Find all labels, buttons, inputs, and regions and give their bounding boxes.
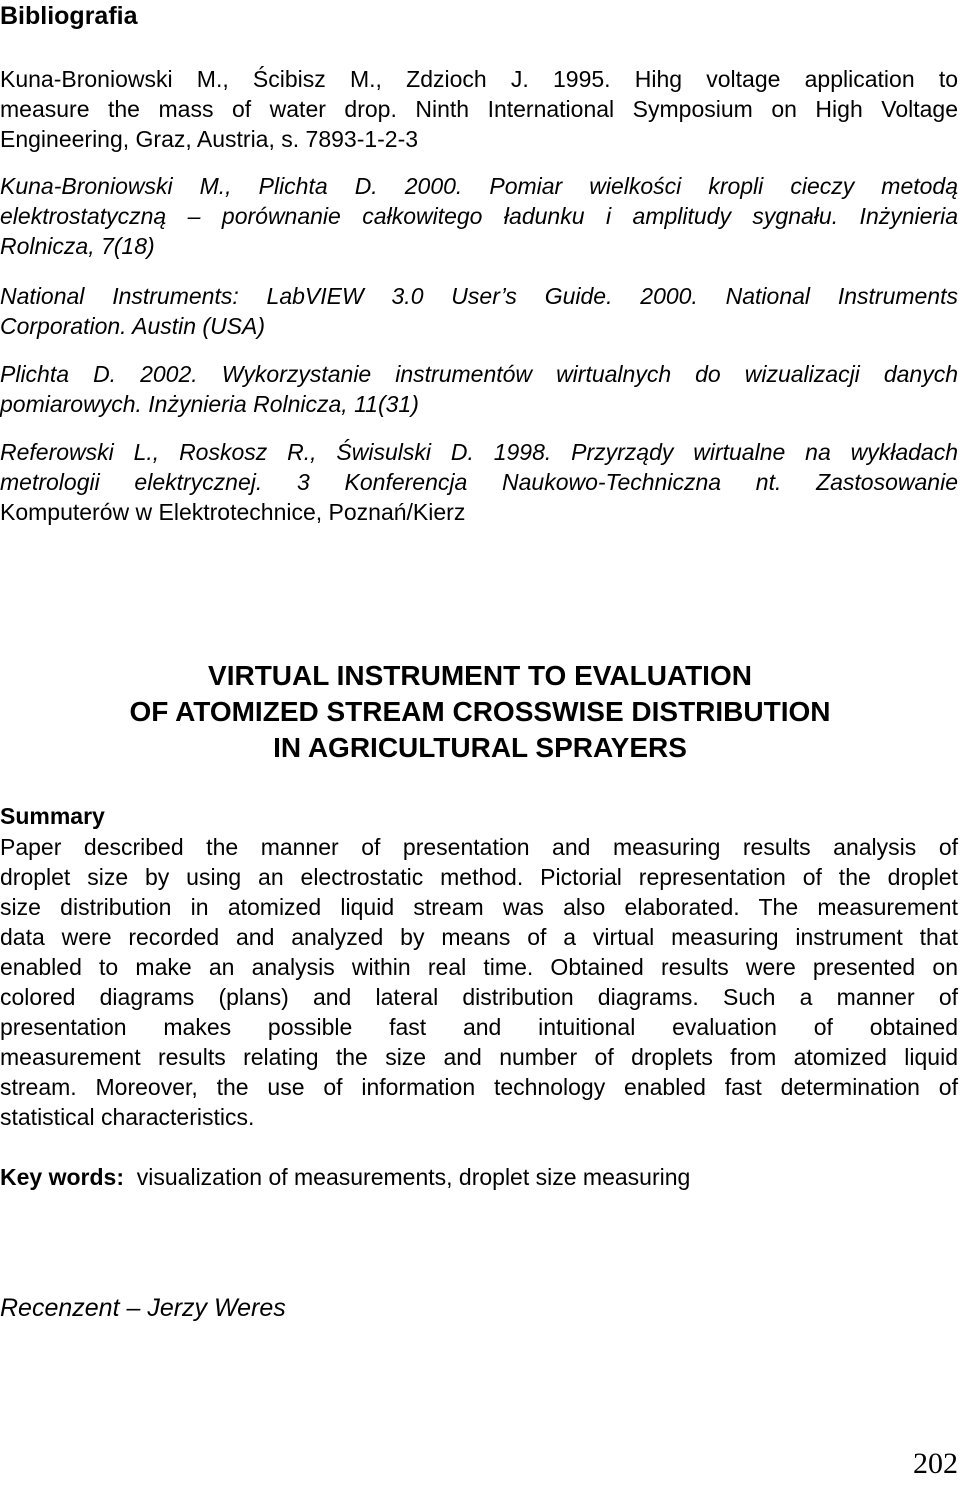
page-number: 202 — [913, 1447, 958, 1480]
reference-line: National Instruments: LabVIEW 3.0 User’s Guide. 2000. National Instruments — [0, 283, 958, 309]
reference-5 — [0, 437, 958, 527]
title-line: OF ATOMIZED STREAM CROSSWISE DISTRIBUTION — [129, 696, 831, 727]
title-line: VIRTUAL INSTRUMENT TO EVALUATION — [208, 660, 752, 691]
reference-line: Kuna-Broniowski M., Plichta D. 2000. Pomiar wielkości kropli cieczy metodą — [0, 173, 958, 199]
bibliography-heading: Bibliografia — [0, 2, 138, 30]
reference-line: pomiarowych. Inżynieria Rolnicza, 11(31) — [0, 391, 419, 417]
reference-line: elektrostatyczną – porównanie całkowitego ładunku i amplitudy sygnału. Inżynieria — [0, 203, 958, 229]
reference-line: Plichta D. 2002. Wykorzystanie instrumentów wirtualnych do wizualizacji danych — [0, 361, 958, 387]
reference-line: Komputerów w Elektrotechnice, Poznań/Kierz — [0, 499, 466, 525]
reference-line: Engineering, Graz, Austria, s. 7893-1-2-3 — [0, 126, 419, 152]
summary-paragraph — [0, 832, 958, 1132]
reference-line: Kuna-Broniowski M., Ścibisz M., Zdzioch J. 1995. Hihg voltage application to — [0, 66, 958, 92]
summary-line: enabled to make an analysis within real time. Obtained results were presented on — [0, 954, 958, 980]
reference-2 — [0, 171, 958, 261]
keywords-label: Key words: — [0, 1164, 124, 1190]
summary-line: measurement results relating the size and number of droplets from atomized liquid — [0, 1044, 958, 1070]
summary-line: statistical characteristics. — [0, 1104, 255, 1130]
keywords-text: visualization of measurements, droplet size measuring — [136, 1164, 691, 1190]
summary-heading: Summary — [0, 803, 105, 829]
reference-line: measure the mass of water drop. Ninth International Symposium on High Voltage — [0, 96, 958, 122]
reviewer-line: Recenzent – Jerzy Weres — [0, 1294, 286, 1322]
reference-line: metrologii elektrycznej. 3 Konferencja Naukowo-Techniczna nt. Zastosowanie — [0, 469, 958, 495]
keywords — [0, 1162, 690, 1192]
reference-line: Referowski L., Roskosz R., Świsulski D. 1998. Przyrządy wirtualne na wykładach — [0, 439, 958, 465]
summary-line: data were recorded and analyzed by means of a virtual measuring instrument that — [0, 924, 958, 950]
summary-line: Paper described the manner of presentation and measuring results analysis of — [0, 834, 958, 860]
reference-1 — [0, 64, 958, 154]
reference-3 — [0, 281, 958, 341]
paper-title — [0, 658, 960, 766]
summary-line: droplet size by using an electrostatic method. Pictorial representation of the droplet — [0, 864, 958, 890]
summary-line: presentation makes possible fast and intuitional evaluation of obtained — [0, 1014, 958, 1040]
reference-4 — [0, 359, 958, 419]
reference-line: Rolnicza, 7(18) — [0, 233, 155, 259]
summary-line: size distribution in atomized liquid stream was also elaborated. The measurement — [0, 894, 958, 920]
summary-line: stream. Moreover, the use of information technology enabled fast determination of — [0, 1074, 958, 1100]
summary-line: colored diagrams (plans) and lateral distribution diagrams. Such a manner of — [0, 984, 958, 1010]
title-line: IN AGRICULTURAL SPRAYERS — [273, 732, 687, 763]
reference-line: Corporation. Austin (USA) — [0, 313, 266, 339]
